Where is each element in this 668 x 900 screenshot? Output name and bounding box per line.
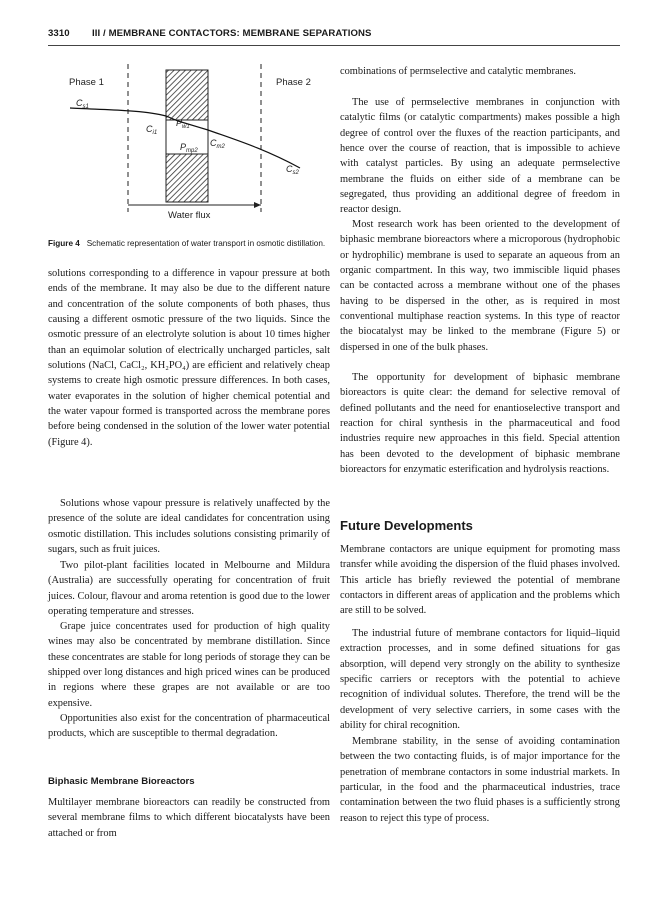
label-c-i1: $C_{i1}$ (146, 124, 158, 136)
label-c-m2: $C_{m2}$ (210, 138, 225, 150)
phase2-label: Phase 2 (276, 77, 311, 88)
label-c-s2: $C_{s2}$ (286, 164, 299, 176)
left-paragraph-6: Multilayer membrane bioreactors can readily be constructed from several membrane films to which different biocatalysts have been attached or from (48, 797, 330, 839)
flux-label: Water flux (168, 210, 211, 221)
left-paragraph-5: Opportunities also exist for the concentration of pharmaceutical products, which are susceptible to thermal degradation. (48, 713, 330, 740)
membrane-top (166, 70, 208, 120)
left-paragraph-1: solutions corresponding to a difference in vapour pressure at both ends of the membrane. It may also be due to the different nature and concentration of the solute components of both phases, thus causing a different osmotic pressure of the two liquids. Since the osmotic pressure of an electrolyte solution is about 10 times higher than an equimolar solution of electrically uncharged particles, salt solutions (NaCl, CaCl₂, KH₂PO₄) are efficient and relatively cheap systems to create high osmotic pressure differences. In both cases, water evaporates in the solution of higher chemical potential and the water vapour formed is transported across the membrane pores before being condensed in the solution of the lower water potential (Figure 4). (48, 268, 330, 448)
right-paragraph-4: The opportunity for development of biphasic membrane bioreactors is quite clear: the demand for selective removal of defined pollutants and the need for enantioselective transport and reaction for chiral synthesis in the pharmaceutical and food industries require new approaches in this field. Special attention has been devoted to the development of biphasic membrane bioreactors for enzymatic esterification and hydrolysis reactions. (340, 372, 620, 476)
left-paragraph-2: Solutions whose vapour pressure is relatively unaffected by the presence of the solute are ideal candidates for concentration using osmotic distillation. This includes solutions consisting primarily of sugars, such as fruit juices. (48, 498, 330, 556)
right-paragraph-7: Membrane stability, in the sense of avoiding contamination between the two contacting fluids, is of major importance for the penetration of membrane contactors in some industrial markets. In particular, in the food and the pharmaceutical industries, trace contamination between the two fluid phases is a sufficiently strong reason to reject this type of process. (340, 736, 620, 824)
section-title-biphasic: Biphasic Membrane Bioreactors (48, 776, 195, 787)
figure-4-caption (48, 238, 330, 250)
caption-label: Figure 4 (48, 239, 80, 248)
left-paragraph-4: Grape juice concentrates used for production of high quality wines may also be concentrated by membrane distillation. Since these concentrates are stable for long periods of storage they can be shipped over long distances and high priced wines can be produced in regions where these grapes are not available or are too expensive. (48, 621, 330, 709)
label-p-mp2: $P_{mp2}$ (180, 142, 198, 154)
section-title-future: Future Developments (340, 518, 473, 533)
figure-4-diagram (48, 60, 330, 232)
running-header (48, 24, 620, 46)
right-paragraph-3: Most research work has been oriented to the development of biphasic membrane bioreactors where a microporous (hydrophobic or hydrophilic) membrane is used to separate an aqueous from an organic compartment. In this way, two immiscible liquid phases can be contacted across a membrane without one of the phases having to be dispersed in the other, as is required in most conventional multiphase reaction systems. In this type of reactor the biocatalyst may be linked to the membrane (Figure 5) or dispersed in one of the bulk phases. (340, 219, 620, 353)
right-paragraph-1: combinations of permselective and catalytic membranes. (340, 66, 577, 77)
label-c-s1: $C_{s1}$ (76, 98, 89, 110)
right-paragraph-2: The use of permselective membranes in conjunction with catalytic films (or catalytic compartments) makes possible a high degree of control over the fluxes of the reaction participants, and hence over the course of reaction, that is impossible to achieve with catalyst particles. By using an adequate permselective membrane the fluids on either side of a membrane can be segregated, thus providing an additional degree of freedom in reactor design. (340, 97, 620, 216)
right-paragraph-5: Membrane contactors are unique equipment for promoting mass transfer while avoiding the dispersion of the fluid phases involved. This article has briefly reviewed the potential of membrane contactors in different areas of application and the problems which are still to be solved. (340, 544, 620, 617)
caption-text: Schematic representation of water transport in osmotic distillation. (86, 239, 326, 248)
right-paragraph-6: The industrial future of membrane contactors for liquid–liquid extraction processes, and in some defined situations for gas absorption, will depend very strongly on the ability to synthesize specific carriers or receptors with the potential to achieve recognition of individual solutes. Therefore, the trend will be the development of very selective carriers, in some cases with the ability for chiral recognition. (340, 628, 620, 732)
page-number: 3310 (48, 28, 70, 39)
membrane-bottom (166, 154, 208, 202)
label-p-w1: $P_{w1}$ (176, 118, 190, 130)
left-paragraph-3: Two pilot-plant facilities located in Melbourne and Mildura (Australia) are successfully operating for concentration of fruit juices. Colour, flavour and aroma retention is good due to the lower operating temperature and stresses. (48, 560, 330, 618)
phase1-label: Phase 1 (69, 77, 104, 88)
running-title: III / MEMBRANE CONTACTORS: MEMBRANE SEPARATIONS (92, 28, 372, 39)
